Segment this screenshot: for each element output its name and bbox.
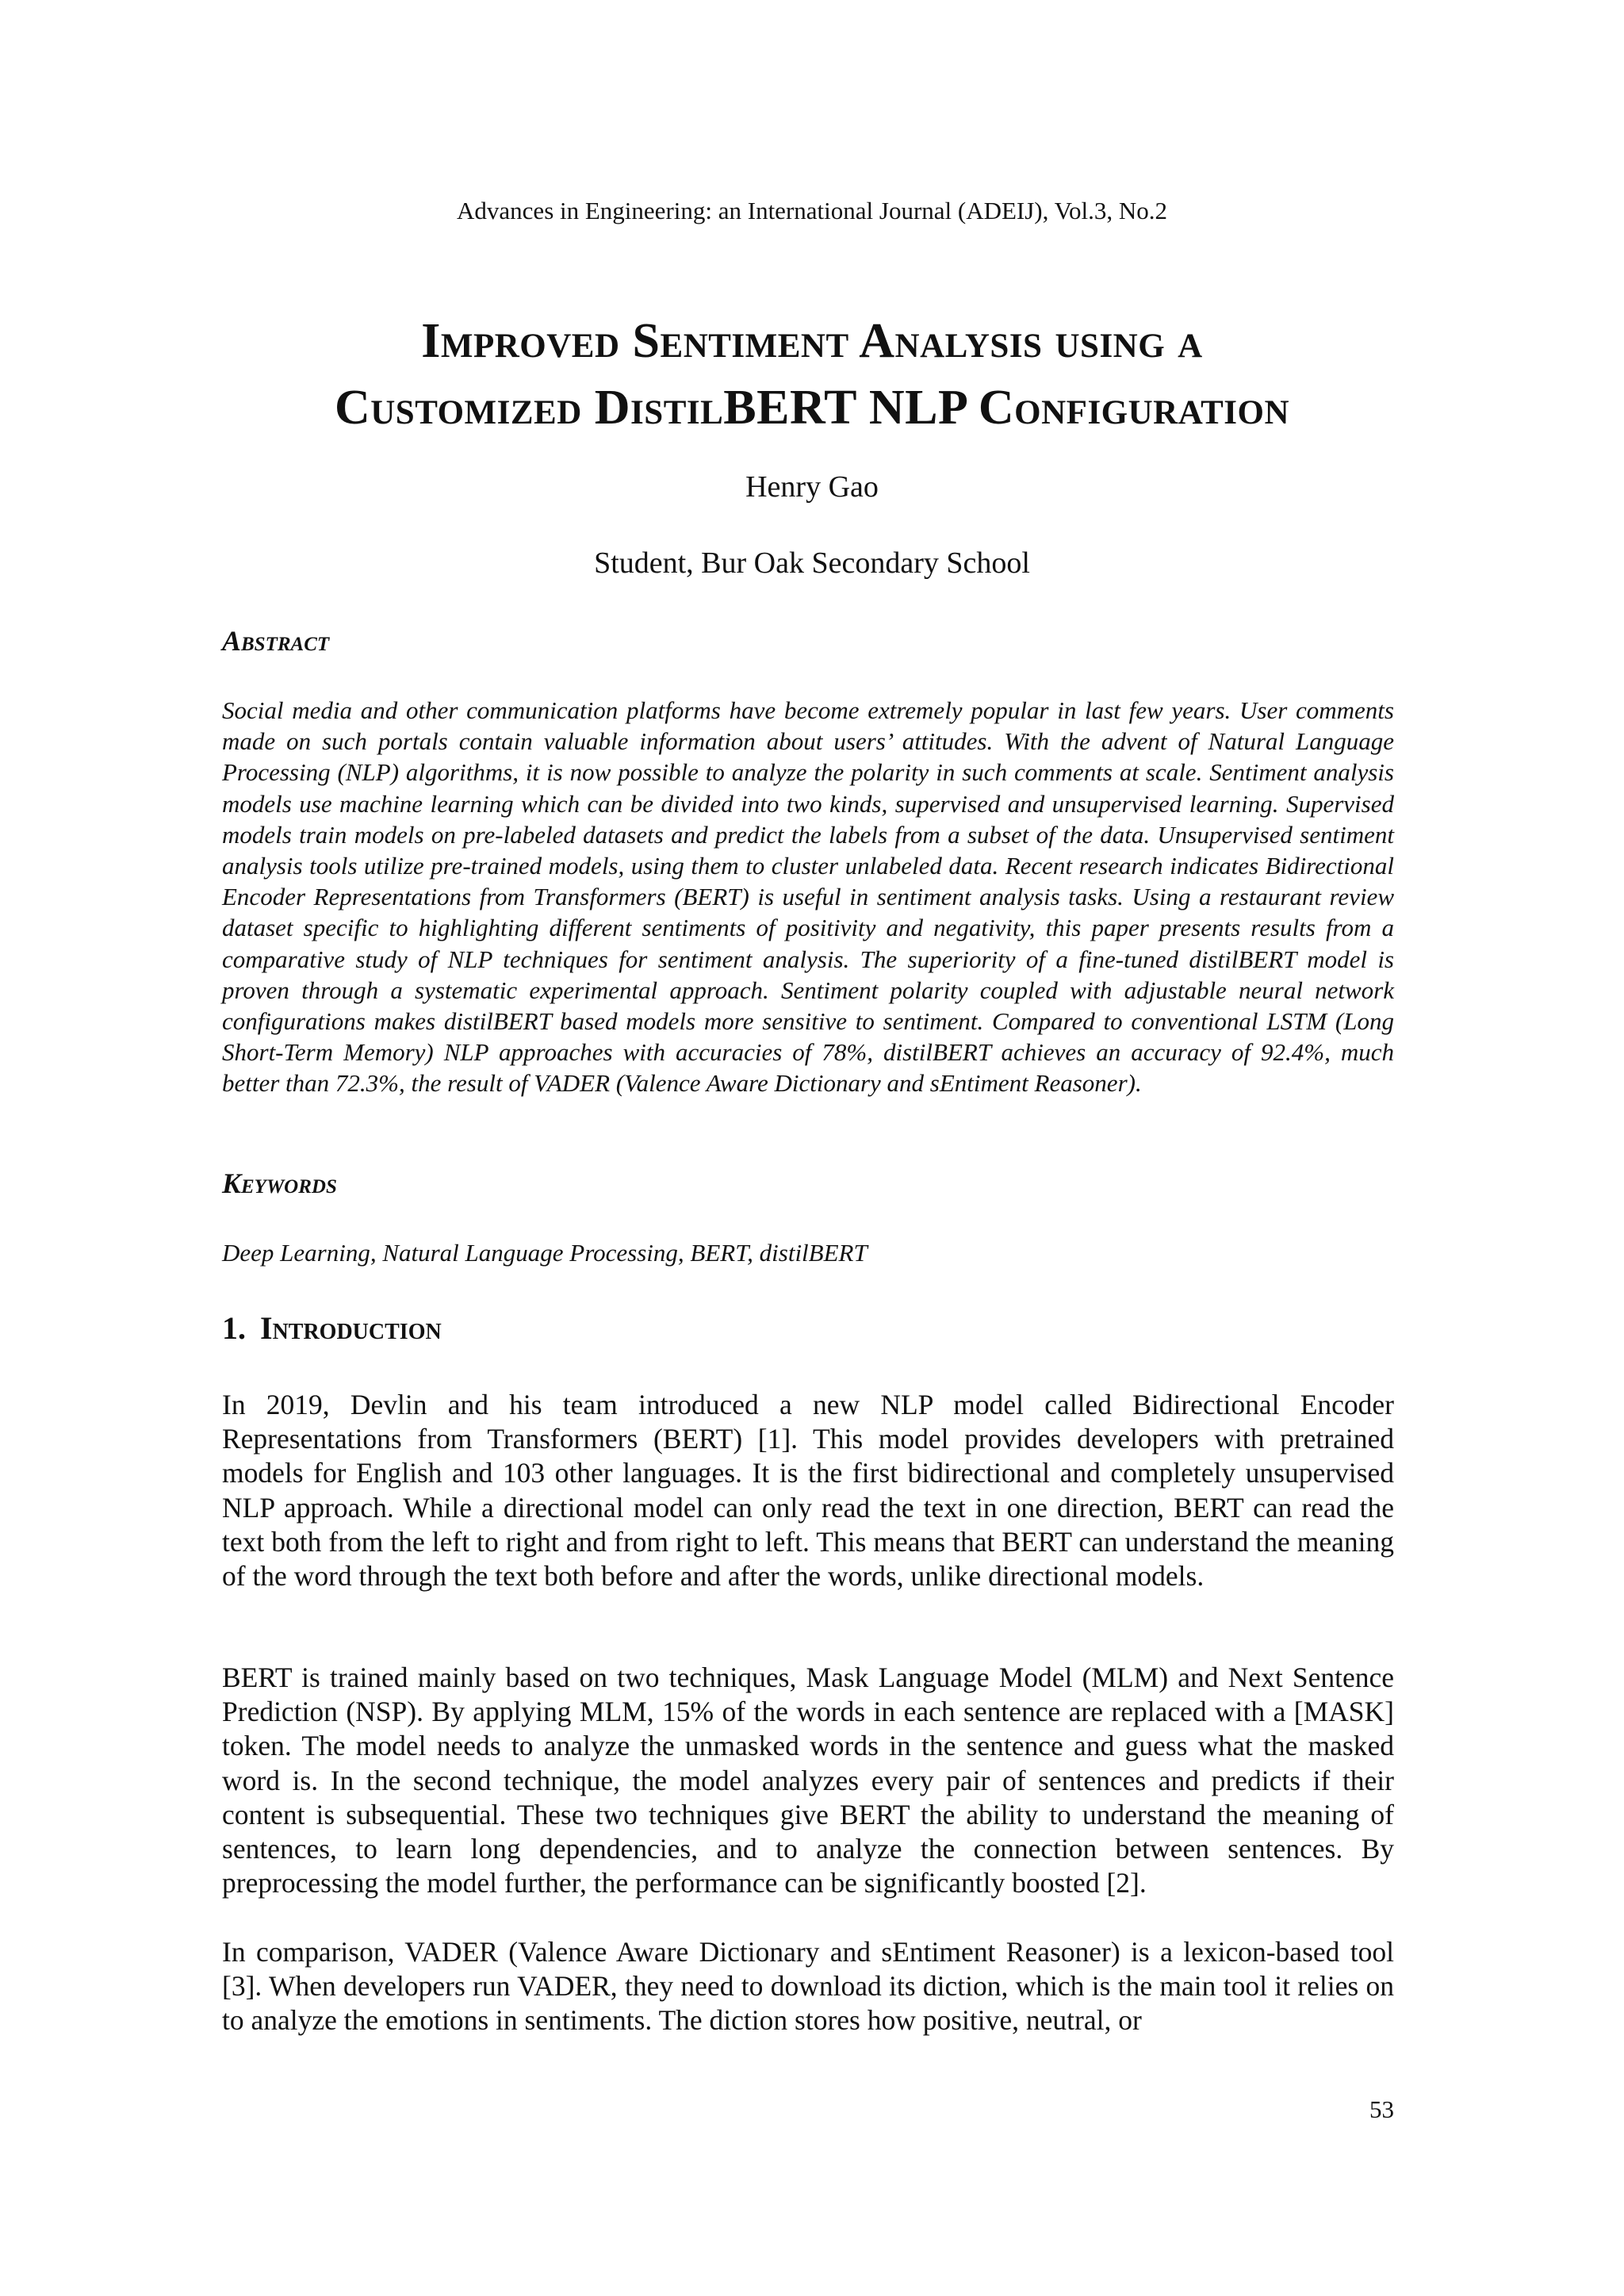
running-header: Advances in Engineering: an International Journal (ADEIJ), Vol.3, No.2 (457, 197, 1167, 224)
title-line-2: Customized DistilBERT NLP Configuration (334, 381, 1290, 435)
author-affiliation: Student, Bur Oak Secondary School (594, 546, 1030, 580)
intro-paragraph-2: BERT is trained mainly based on two techniques, Mask Language Model (MLM) and Next Sentence Prediction (NSP). By applying MLM, 15% of the words in each sentence are replaced with a [MASK] token. The model needs to analyze the unmasked words in the sentence and guess what the masked word is. In the second technique, the model analyzes every pair of sentences and predicts if their content is subsequential. These two techniques give BERT the ability to understand the meaning of sentences, to learn long dependencies, and to analyze the connection between sentences. By preprocessing the model further, the performance can be significantly boosted [2]. (222, 1662, 1394, 1899)
title-line-1: Improved Sentiment Analysis using a (421, 314, 1203, 368)
page-number: 53 (1369, 2095, 1394, 2123)
author-name: Henry Gao (745, 470, 879, 504)
intro-paragraph-1: In 2019, Devlin and his team introduced a new NLP model called Bidirectional Encoder Representations from Transformers (BERT) [1]. This model provides developers with pretrained models for English and 103 other languages. It is the first bidirectional and completely unsupervised NLP approach. While a directional model can only read the text in one direction, BERT can read the text both from the left to right and from right to left. This means that BERT can understand the meaning of the word through the text both before and after the words, unlike directional models. (222, 1389, 1394, 1593)
intro-paragraph-3: In comparison, VADER (Valence Aware Dictionary and sEntiment Reasoner) is a lexicon-based tool [3]. When developers run VADER, they need to download its diction, which is the main tool it relies on to analyze the emotions in sentiments. The diction stores how positive, neutral, or (222, 1936, 1394, 2037)
section-title: Introduction (260, 1310, 442, 1346)
abstract-heading: Abstract (222, 625, 330, 657)
keywords-text: Deep Learning, Natural Language Processing, BERT, distilBERT (222, 1239, 868, 1267)
abstract-text: Social media and other communication platforms have become extremely popular in last few years. User comments made on such portals contain valuable information about users’ attitudes. With the advent of Natural Language Processing (NLP) algorithms, it is now possible to analyze the polarity in such comments at scale. Sentiment analysis models use machine learning which can be divided into two kinds, supervised and unsupervised learning. Supervised models train models on pre-labeled datasets and predict the labels from a subset of the data. Unsupervised sentiment analysis tools utilize pre-trained models, using them to cluster unlabeled data. Recent research indicates Bidirectional Encoder Representations from Transformers (BERT) is useful in sentiment analysis tasks. Using a restaurant review dataset specific to highlighting different sentiments of positivity and negativity, this paper presents results from a comparative study of NLP techniques for sentiment analysis. The superiority of a fine-tuned distilBERT model is proven through a systematic experimental approach. Sentiment polarity coupled with adjustable neural network configurations makes distilBERT based models more sensitive to sentiment. Compared to conventional LSTM (Long Short-Term Memory) NLP approaches with accuracies of 78%, distilBERT achieves an accuracy of 92.4%, much better than 72.3%, the result of VADER (Valence Aware Dictionary and sEntiment Reasoner). (222, 696, 1394, 1098)
introduction-heading (222, 1309, 442, 1348)
paper-title (0, 308, 1624, 441)
section-number: 1. (222, 1310, 246, 1346)
keywords-heading: Keywords (222, 1167, 337, 1199)
